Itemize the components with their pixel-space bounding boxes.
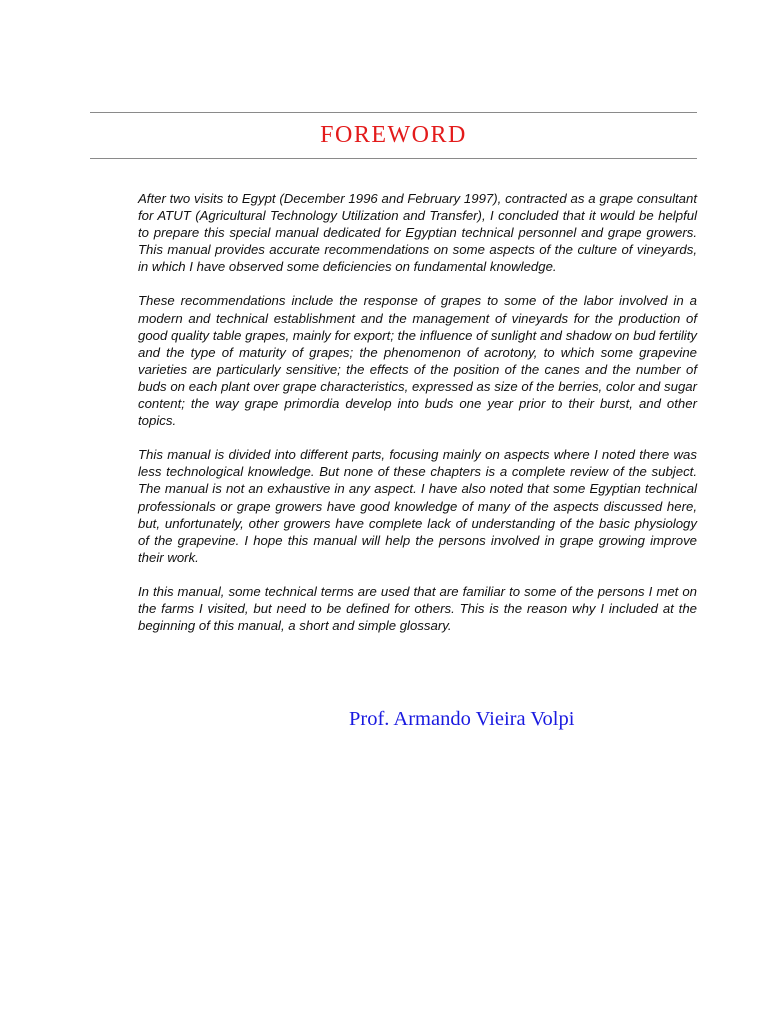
top-divider [90, 112, 697, 113]
author-signature: Prof. Armando Vieira Volpi [349, 708, 575, 730]
page-title: FOREWORD [320, 122, 467, 148]
bottom-divider [90, 158, 697, 159]
paragraph-3: This manual is divided into different parts, focusing mainly on aspects where I noted there was less technological knowledge. But none of these chapters is a complete review of the subject. The manual is not an exhaustive in any aspect. I have also noted that some Egyptian technical professionals or grape growers have good knowledge of many of the aspects discussed here, but, unfortunately, other growers have complete lack of understanding of the basic physiology of the grapevine. I hope this manual will help the persons involved in grape growing improve their work. [138, 447, 697, 565]
paragraph-4: In this manual, some technical terms are used that are familiar to some of the persons I met on the farms I visited, but need to be defined for others. This is the reason why I included at the beginning of this manual, a short and simple glossary. [138, 583, 697, 634]
foreword-body [138, 190, 697, 634]
paragraph-2: These recommendations include the response of grapes to some of the labor involved in a modern and technical establishment and the management of vineyards for the production of good quality table grapes, mainly for export; the influence of sunlight and shadow on bud fertility and the type of maturity of grapes; the phenomenon of acrotony, to which some grapevine varieties are particularly sensitive; the effects of the position of the canes and the number of buds on each plant over grape characteristics, expressed as size of the berries, color and sugar content; the way grape primordia develop into buds one year prior to their burst, and other topics. [138, 293, 697, 429]
paragraph-1: After two visits to Egypt (December 1996 and February 1997), contracted as a grape consultant for ATUT (Agricultural Technology Utilization and Transfer), I concluded that it would be helpful to prepare this special manual dedicated for Egyptian technical personnel and grape growers. This manual provides accurate recommendations on some aspects of the culture of vineyards, in which I have observed some deficiencies on fundamental knowledge. [138, 191, 697, 275]
